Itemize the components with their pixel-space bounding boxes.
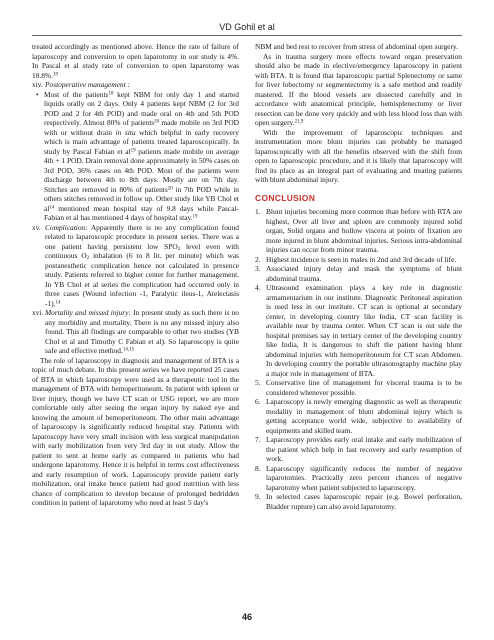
list-number: 2. <box>255 254 261 264</box>
page-number: 46 <box>241 612 252 622</box>
list-label: xiv. <box>32 80 43 89</box>
list-number: 5. <box>255 378 261 387</box>
paragraph: NBM and bed rest to recover from stress of abdominal open surgery. <box>255 42 458 51</box>
list-text: Ultrasound examination plays a key role in diagnostic armamentarium in our institute. Diagnostic Peritoneal aspiration is used less in our institute. CT scan is optional at secondary center, in developing country like India, CT scan facility is available near by trauma center. When CT scan is out side the hospital premises say in tertiary center of the developing country like India, It is dangerous to shift the patient having blunt abdominal injuries with hemoperitoneum for CT scan Abdomen. In developing country the portable ultrasonography machine play a major role in management of BTA. <box>266 283 462 378</box>
list-text: Laparoscopy provides early oral intake and early mobilization of the patient which help in fast recovery and early resumption of work. <box>266 435 462 463</box>
bullet-icon: • <box>36 89 39 99</box>
paragraph: The role of laparoscopy in diagnosis and management of BTA is a topic of much debate. In this present series we have reported 25 cases of BTA in which laparoscopy were used as a therapeutic tool in the management of BTA with hemoperitoneum. In patient with spleen or liver injury, though we have CT scan or USG report, we are more comfortable only after seeing the organ injury by naked eye and knowing the amount of hemoperitoneum. The other main advantage of laparoscopy is significantly reduced hospital stay. Patients with laparoscopy have very small incision with less surgical manipulation with early mobilization from very 3rd day in out study. Allow the patient to sent at home early as compared to patients who had undergone laparotomy. Hence it is helpful in terms cost effectiveness and early resumption of work. Laparoscopy provide patient early mobilization, oral intake hence patient had good nutrition with less chance of complication to develop because of prolonged bedridden condition in patient of laparotomy who need at least 5 day's <box>32 355 239 507</box>
bullet-item <box>32 90 239 223</box>
list-body: Mortality and missed injury: In present study as such there is no any morbidity and mortality. There is no any missed injury also found. This all findings are comparable to other two studies (YB Chol et al and Timothy C Fabian et al). So laparoscopy is quite safe and effective method.$^{14,15}$ <box>45 308 239 355</box>
list-item <box>255 255 462 265</box>
citation: 18 <box>108 91 114 96</box>
list-item-xvi <box>32 308 239 356</box>
right-column <box>255 42 462 602</box>
citation: 20 <box>154 119 160 125</box>
list-item <box>255 283 462 378</box>
list-text: Conservative line of management for visceral trauma is to be considered whenever possible. <box>266 378 462 397</box>
conclusion-list <box>255 207 462 511</box>
list-item-xiv <box>32 80 239 90</box>
list-text: Laparoscopy significantly reduces the number of negative laparotomies. Practically zero percent chances of negative laparotomy when patient subjected to laparoscopy. <box>266 463 462 492</box>
list-number: 3. <box>255 264 261 273</box>
citation: 19 <box>52 72 58 77</box>
bullet-body: Most of the patients$^{18}$ kept NBM for only day 1 and started liquids orally on 2 days. Only 4 patients kept NBM (2 for 3rd POD and 2 for 4th POD) and made oral on 4th and 5th POD respectively. Almost 80% of patients$^{20}$ made mobile on 3rd POD with or without drain in situ which helpful in early recovery which is main advantage of patients treated laparoscopically. In study by Pascal Fabian et $al^{19}$ patients made mobile on average 4th + 1 POD. Drain removal done approximately in 50% cases on 3rd POD, 36% cases on 4th POD. Most of the patients were discharge between 4th to 8th days. Mostly are on 7th day. Stitches are removed in 80% of patients$^{20}$ in 7th POD while in others stitches removed in follow up. Other study like YB Chol et $al^{14}$ mentioned mean hospital stay of 9.8 days while Pascal-Fabian et al has mentioned 4 days of hospital stay.$^{19}$ <box>44 89 239 222</box>
text: treated accordingly as mentioned above. Hence the rate of failure of laparoscopy and conversion to open laparotomy in our study is 4%. In Pascal et al study rate of conversion to open laparotomy was 18.8%. <box>32 42 239 80</box>
list-item <box>255 492 462 511</box>
list-number: 1. <box>255 207 261 216</box>
list-number: 6. <box>255 397 261 406</box>
paragraph: As in trauma surgery more effects toward organ preservation should also be made in elective/emergency laparoscopy in patient with BTA. It is found that laparoscopic partial Splenectomy or same for liver lobectomy or segmentectomy is a safe method and readily mastered. If the blood vessels are dissected carefully and in accordance with anatomical principle, hemisplenectomy or liver resection can be done very quickly and with less blood loss than with open surgery.$^{21,9}$ <box>255 51 462 127</box>
list-item <box>255 397 462 435</box>
list-body <box>45 80 239 90</box>
list-label: xv. <box>32 222 41 232</box>
citation: 14 <box>49 205 55 210</box>
list-number: 9. <box>255 492 261 501</box>
list-title: Complication: <box>45 222 88 232</box>
list-number: 8. <box>255 463 261 473</box>
list-item <box>255 378 462 397</box>
list-body: Complication: Apparently there is no any complication found related to laparoscopic procedure in present series. There was a one patient having persistent low $SPO_2$ level even with continuous $O_2$ inhalation (6 to 8 lit. per minute) which was postanesthetic complication hence not calculated in presence study. Patients referred to higher center for further management. In YB Chol et al series the complication had occurred only in three cases (Wound infection -1, Paralytic ileus-1, Atelectasis -1).$^{14}$ <box>45 222 239 308</box>
citation: 14,15 <box>122 347 135 353</box>
running-head: VD Gohil et al <box>219 22 275 32</box>
citation: 20 <box>167 186 173 191</box>
list-title: Mortality and missed injury: <box>45 308 131 317</box>
list-text: Laparoscopy is newly emerging diagnostic as well as therapeutic modality in management of blunt abdominal injury which is getting acceptance world wide, subjective to availability of equipments and skilled team. <box>266 397 462 435</box>
paragraph <box>32 42 239 80</box>
list-text: Highest incidence is seen in males in 2nd and 3rd decade of life. <box>266 254 457 264</box>
list-text: In selected cases laparoscopic repair (e.g. Bowel perforation, Bladder rupture) can also avoid laparotomy. <box>266 492 462 511</box>
header-rule <box>32 35 462 36</box>
list-number: 4. <box>255 283 261 292</box>
paragraph: With the improvement of laparoscopic techniques and instrumentation more blunt injuries can probably be managed laparoscopically with all the benefits observed with the shift from open to laparoscopic procedure, and it is likely that laparoscopy will find its place as an integral part of evaluating and treating patients with blunt abdominal injury. <box>255 127 462 184</box>
citation: 14 <box>55 300 61 305</box>
citation: 19 <box>130 148 136 153</box>
list-label: xvi. <box>32 308 44 317</box>
list-item <box>255 264 462 283</box>
list-title: Postoperative management : <box>45 80 130 89</box>
section-heading-conclusion: CONCLUSION <box>255 192 316 203</box>
list-item <box>255 435 462 464</box>
left-column <box>32 42 239 602</box>
list-text: Blunt injuries becoming more common than before with RTA are highest, Over all liver and spleen are commonly injured solid organ, Solid organs and hollow viscera at points of fixation are more injured in blunt abdominal injuries. Serious intra-abdominal injuries can occur from minor trauma. <box>266 207 462 254</box>
citation: 19 <box>192 214 198 220</box>
list-item <box>255 464 462 493</box>
list-item <box>255 207 462 255</box>
citation: 21,9 <box>294 119 304 125</box>
list-item-xv <box>32 223 239 309</box>
list-text: Associated injury delay and mask the symptoms of blunt abdominal trauma. <box>266 264 462 283</box>
list-number: 7. <box>255 435 261 444</box>
